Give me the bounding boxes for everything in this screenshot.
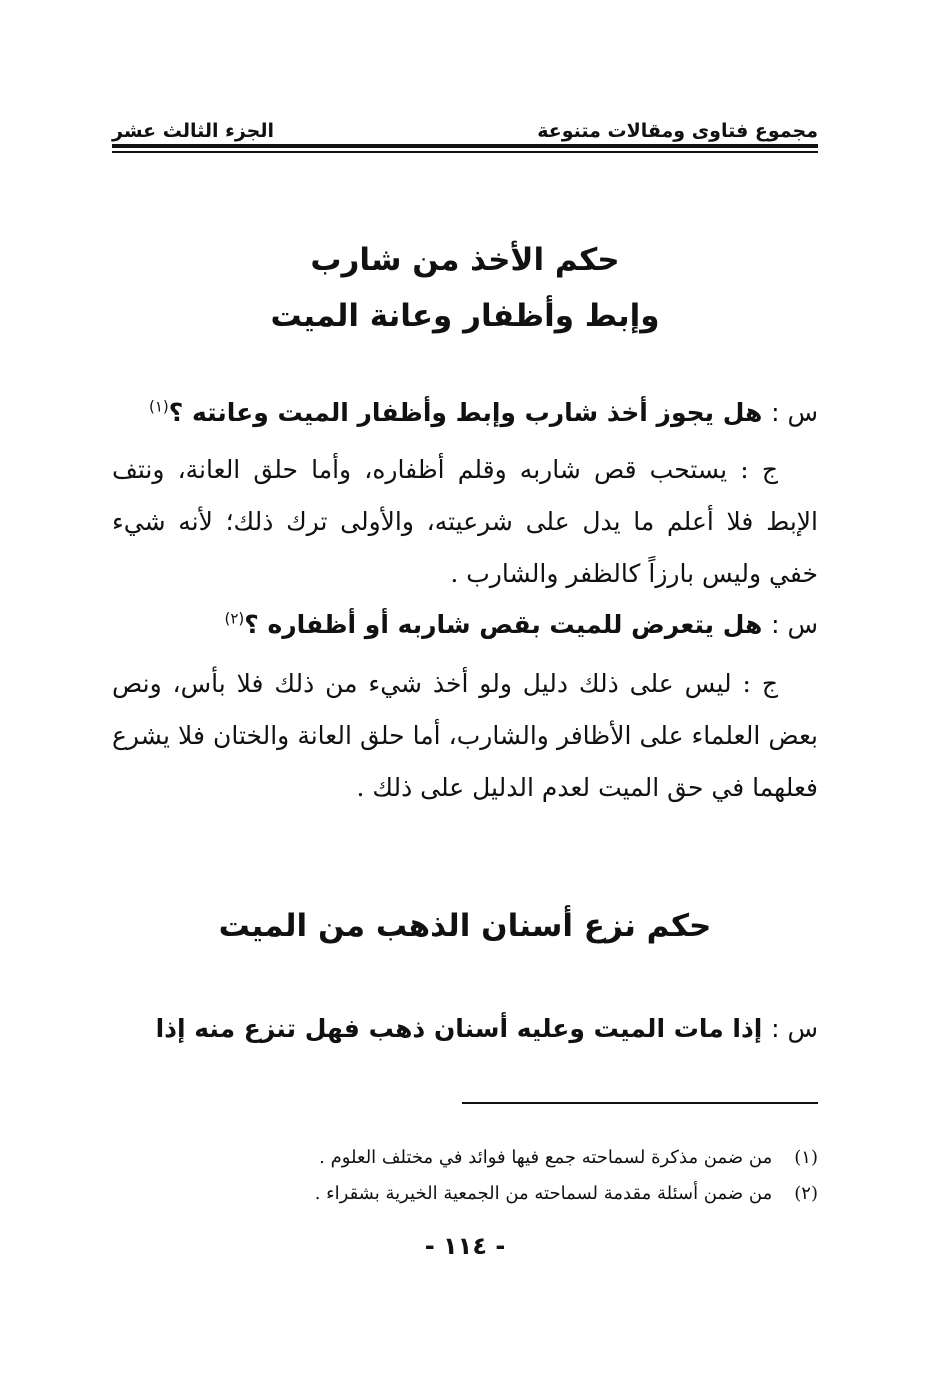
- answer-text: ليس على ذلك دليل ولو أخذ شيء من ذلك فلا بأس، ونص بعض العلماء على الأظافر والشارب، أما حلق العانة والختان فلا يشرع فعلهما في حق الميت لعدم الدليل على ذلك .: [112, 669, 818, 802]
- footnote-1: [112, 1140, 818, 1176]
- footnotes: [112, 1140, 818, 1212]
- section-title-line-1: حكم الأخذ من شارب: [310, 242, 620, 278]
- section-2-title: حكم نزع أسنان الذهب من الميت: [218, 908, 712, 944]
- footnote-ref: (١): [149, 397, 169, 416]
- answer-1: [112, 444, 818, 600]
- page-number: - ١١٤ -: [424, 1232, 506, 1260]
- running-header: [112, 112, 818, 142]
- answer-text: يستحب قص شاربه وقلم أظفاره، وأما حلق العانة، ونتف الإبط فلا أعلم ما يدل على شرعيته، والأولى ترك ذلك؛ لأنه شيء خفي وليس بارزاً كالظفر والشارب .: [112, 455, 818, 588]
- header-rule-thick: [112, 144, 818, 148]
- question-marker: س :: [771, 610, 818, 639]
- question-text: هل يتعرض للميت بقص شاربه أو أظفاره ؟: [244, 610, 763, 639]
- book-title: مجموع فتاوى ومقالات متنوعة: [537, 120, 818, 142]
- footnote-number: (١): [794, 1147, 818, 1168]
- footnote-ref: (٢): [224, 609, 245, 628]
- question-3: [112, 1004, 818, 1054]
- question-1: [112, 388, 818, 438]
- answer-2: [112, 658, 818, 814]
- question-text: إذا مات الميت وعليه أسنان ذهب فهل تنزع منه إذا: [155, 1014, 763, 1043]
- footnote-separator: [462, 1102, 818, 1104]
- question-marker: س :: [771, 398, 818, 427]
- question-text: هل يجوز أخذ شارب وإبط وأظفار الميت وعانته ؟: [168, 398, 763, 427]
- question-marker: س :: [771, 1014, 818, 1043]
- footnote-2: [112, 1176, 818, 1212]
- section-title-line-2: وإبط وأظفار وعانة الميت: [270, 298, 660, 334]
- footnote-number: (٢): [794, 1183, 818, 1204]
- answer-marker: ج :: [740, 455, 778, 484]
- footnote-text: من ضمن مذكرة لسماحته جمع فيها فوائد في مختلف العلوم .: [319, 1147, 773, 1168]
- volume-label: الجزء الثالث عشر: [112, 120, 275, 142]
- footnote-text: من ضمن أسئلة مقدمة لسماحته من الجمعية الخيرية بشقراء .: [314, 1183, 773, 1204]
- header-rule-thin: [112, 151, 818, 153]
- question-2: [112, 600, 818, 650]
- answer-marker: ج :: [742, 669, 778, 698]
